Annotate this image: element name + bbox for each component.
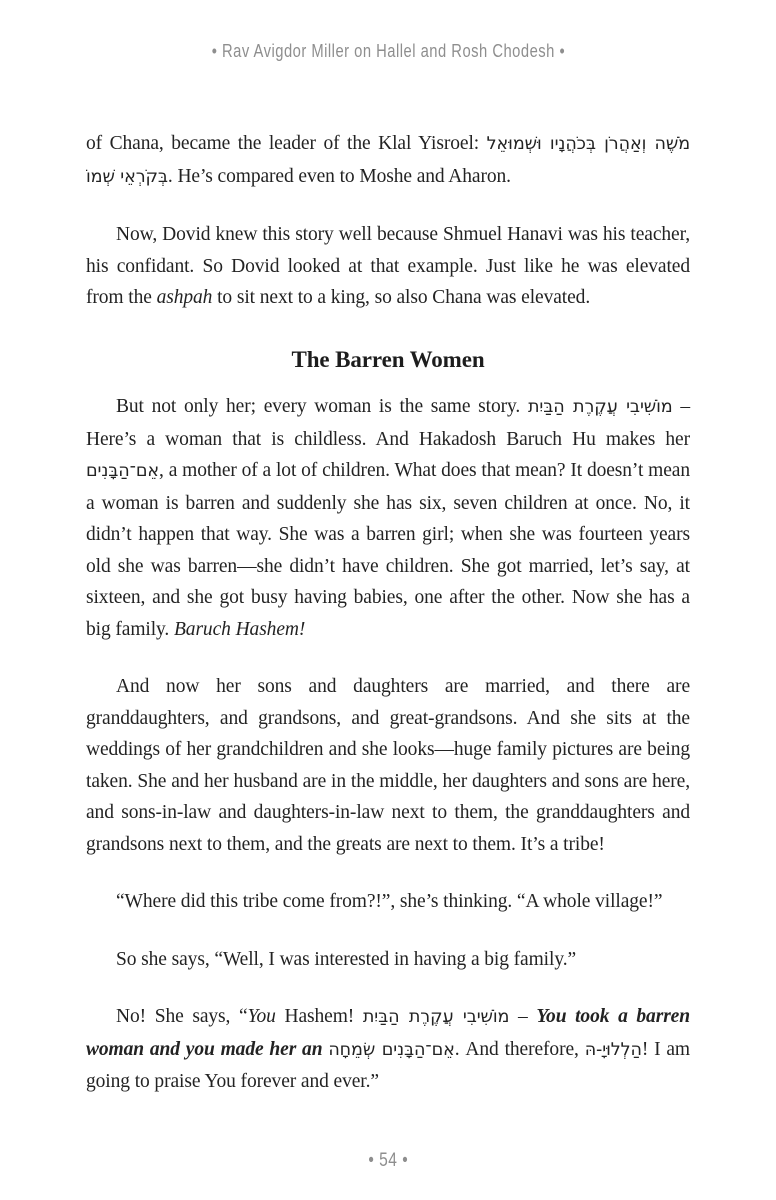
body-text: . And therefore, [454, 1038, 585, 1060]
emphasis-text: ashpah [156, 287, 213, 308]
body-text: . He’s compared even to Moshe and Aharon. [167, 165, 511, 187]
emphasis-text: Baruch Hashem! [173, 618, 306, 640]
body-paragraph [86, 1001, 690, 1098]
text-column [86, 128, 690, 1098]
body-text: No! She says, “ [116, 1006, 248, 1027]
body-text: to sit next to a king, so also Chana was elevated. [212, 287, 591, 308]
page-footer [0, 1150, 776, 1172]
hebrew-quote: מֹשֶׁה וְאַהֲרֹן בְּכֹהֲנָיו וּשְׁמוּאֵל בְּקֹרְאֵי שְׁמוֹ [86, 134, 691, 187]
hebrew-quote: הַלְלוּיָ-הּ [584, 1039, 642, 1060]
body-paragraph [86, 391, 690, 645]
hebrew-quote: מוֹשִׁיבִי עֲקֶרֶת הַבַּיִת [362, 1007, 510, 1027]
hebrew-quote: אֵם־הַבָּנִים שְׂמֵחָה [328, 1039, 455, 1060]
emphasis-text: You [247, 1006, 276, 1027]
body-text: , a mother of a lot of children. What does that mean? It doesn’t mean a woman is barren and suddenly she has six, seven children at once. No, it didn’t happen that way. She was a barren girl; when she was fourteen years old she was barren—she didn’t have children. She got married, let’s say, at sixteen, and she got busy having babies, one after the other. Now she has a big family. [86, 460, 690, 640]
body-text: “Where did this tribe come from?!”, she’s thinking. “A whole village!” [116, 891, 663, 912]
body-paragraph [86, 944, 690, 976]
body-paragraph [86, 671, 690, 860]
body-text: So she says, “Well, I was interested in having a big family.” [116, 948, 577, 970]
hebrew-quote: מוֹשִׁיבִי עֲקֶרֶת הַבַּיִת [527, 397, 673, 417]
body-text: But not only her; every woman is the same story. [116, 396, 528, 417]
bold-emphasis-text: You took a barren woman and you made her an [86, 1006, 690, 1060]
body-text: of Chana, became the leader of the Klal Yisroel: [86, 133, 487, 154]
hebrew-quote: אֵם־הַבָּנִים [86, 461, 160, 481]
page-number: • 54 • [368, 1150, 408, 1171]
body-text: ! I am going to praise You forever and ever.” [86, 1038, 691, 1092]
body-paragraph [86, 886, 690, 918]
section-heading: The Barren Women [291, 346, 485, 372]
running-header-title: • Rav Avigdor Miller on Hallel and Rosh Chodesh • [211, 41, 565, 61]
body-paragraph [86, 128, 690, 193]
body-paragraph [86, 219, 690, 314]
body-text: Now, Dovid knew this story well because Shmuel Hanavi was his teacher, his confidant. So Dovid looked at that example. Just like he was elevated from the [86, 224, 690, 308]
body-text: Hashem! [275, 1006, 363, 1027]
body-text: – Here’s a woman that is childless. And Hakadosh Baruch Hu makes her [86, 396, 690, 450]
running-header [0, 0, 776, 62]
body-text: And now her sons and daughters are married, and there are granddaughters, and grandsons, and great-grandsons. And she sits at the weddings of her grandchildren and she looks—huge family pictures are being taken. She and her husband are in the middle, her daughters and sons are here, and sons-in-law and daughters-in-law next to them, the granddaughters and grandsons next to them, and the greats are next to them. It’s a tribe! [86, 676, 690, 855]
body-text: – [509, 1006, 537, 1027]
